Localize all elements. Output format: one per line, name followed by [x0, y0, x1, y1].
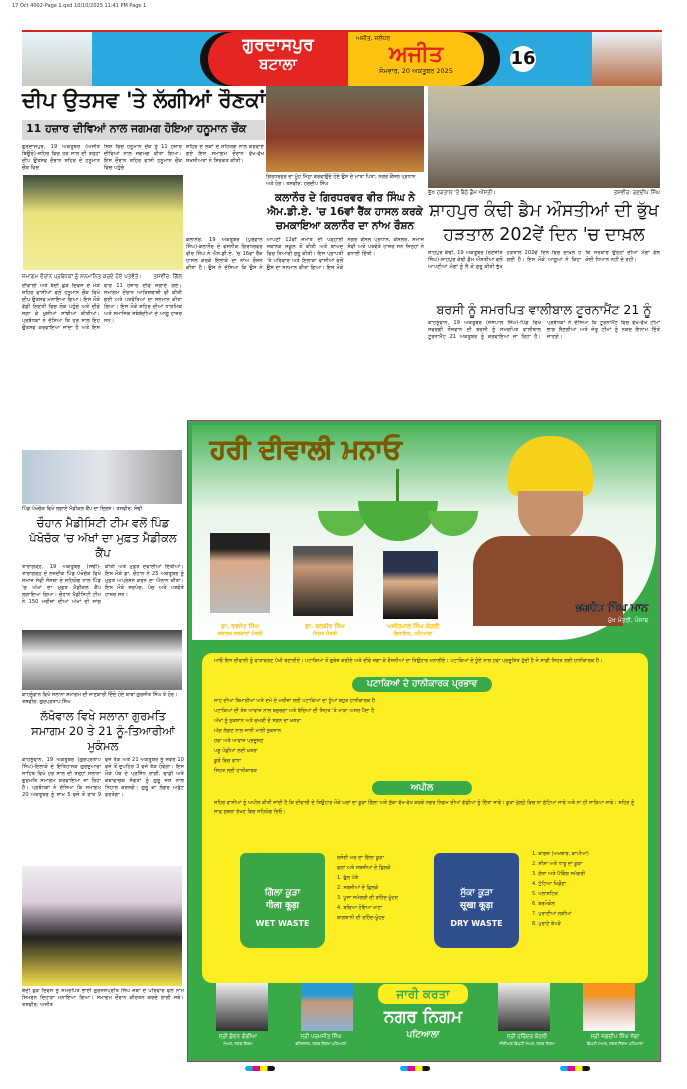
official-3-name: ਸ੍ਰੀ ਹਰਿੰਦਰ ਕੋਹਲੀ: [506, 1034, 548, 1040]
story3-credit: ਤਸਵੀਰ: ਰਣਦੀਪ ਸਿੰਘ: [613, 190, 660, 196]
leader-3-role: ਵਿਧਾਇਕ, ਪਟਿਆਲਾ: [393, 631, 433, 637]
leader-1-role: ਸਥਾਨਕ ਸਰਕਾਰਾਂ ਮੰਤਰੀ: [217, 631, 263, 637]
official-photo-1: [216, 983, 268, 1031]
masthead: [22, 30, 662, 86]
ad-intro: ਆਓ ਇਸ ਦੀਵਾਲੀ ਨੂੰ ਵਾਤਾਵਰਣ ਪੱਖੀ ਬਣਾਈਏ। ਪਟਾਕਿਆਂ ਤੋਂ ਗੁਰੇਜ਼ ਕਰੀਏ ਅਤੇ ਦੀਵੇ ਜਗਾ ਕੇ ਰੌਸ਼ਨੀਆਂ ਦਾ ਤਿਉਹਾਰ ਮਨਾਈਏ। ਪਟਾਕਿਆਂ ਦੇ ਧੂੰਏਂ ਨਾਲ ਹਵਾ ਪ੍ਰਦੂਸ਼ਿਤ ਹੁੰਦੀ ਹੈ ਜੋ ਸਾਡੀ ਸਿਹਤ ਲਈ ਹਾਨੀਕਾਰਕ ਹੈ।: [214, 658, 603, 664]
story1-col3: ਸ਼ਹਿਰ ਦੇ ਲੋਕਾਂ ਦੇ ਸਹਿਯੋਗ ਨਾਲ ਕਰਵਾਏ ਗਏ ਇਸ ਸਮਾਗਮ ਦੌਰਾਨ ਵੱਖ-ਵੱਖ ਸ਼ਖ਼ਸੀਅਤਾਂ ਨੇ ਸ਼ਿਰਕਤ ਕੀਤੀ।: [186, 144, 264, 164]
edition-name: ਗੁਰਦਾਸਪੁਰ: [242, 35, 314, 55]
harm-item: ਕੂੜੇ ਵਿਚ ਵਾਧਾ: [214, 758, 242, 764]
official-photo-2: [301, 983, 353, 1031]
leader-3-name: ਅਜੀਤਪਾਲ ਸਿੰਘ ਕੋਹਲੀ: [386, 623, 440, 630]
story2-photo: [266, 86, 424, 172]
chief-minister-photo: [473, 436, 623, 626]
story3-subhead: ਬਰਸੀ ਨੂੰ ਸਮਰਪਿਤ ਵਾਲੀਬਾਲ ਟੂਰਨਾਮੈਂਟ 21 ਨੂੰ: [436, 302, 652, 317]
registration-color-bar: [560, 1066, 590, 1071]
leader-photo-1: [210, 533, 270, 613]
story3-body2: ਕਾਹਨੂੰਵਾਨ, 19 ਅਕਤੂਬਰ (ਜਸਪਾਲ ਸਿੰਘ)-ਪਿੰਡ ਵਿਖੇ ਸਵਰਗੀ ਨੌਜਵਾਨ ਦੀ ਬਰਸੀ ਨੂੰ ਸਮਰਪਿਤ ਵਾਲੀਬਾਲ ਟੂਰਨਾਮੈਂਟ 21 ਅਕਤੂਬਰ ਨੂੰ ਕਰਵਾਇਆ ਜਾ ਰਿਹਾ ਹੈ। ਪ੍ਰਬੰਧਕਾਂ ਨੇ ਦੱਸਿਆ ਕਿ ਟੂਰਨਾਮੈਂਟ ਵਿਚ ਵੱਖ-ਵੱਖ ਟੀਮਾਂ ਭਾਗ ਲੈਣਗੀਆਂ ਅਤੇ ਜੇਤੂ ਟੀਮਾਂ ਨੂੰ ਨਕਦ ਇਨਾਮ ਦਿੱਤੇ ਜਾਣਗੇ।: [428, 319, 660, 340]
org-name: ਨਗਰ ਨਿਗਮ: [383, 1007, 463, 1027]
official-1-name: ਸ੍ਰੀ ਕੁੰਦਨ ਗੋਗੀਆ: [218, 1034, 258, 1040]
story1-subhead: 11 ਹਜ਼ਾਰ ਦੀਵਿਆਂ ਨਾਲ ਜਗਮਗ ਹੋਇਆ ਹਨੂਮਾਨ ਚੌਂਕ: [22, 120, 265, 140]
print-slug: 17 Oct 4002-Page 1.qxd 10/10/2025 11:41 PM Page 1: [12, 3, 147, 9]
story3-body: ਸ਼ਾਹਪੁਰ ਕੰਢੀ, 19 ਅਕਤੂਬਰ (ਰਣਜੀਤ ਸਿੰਘ)-ਸ਼ਾਹਪੁਰ ਕੰਢੀ ਡੈਮ ਔਸਤੀਆਂ ਵਲੋਂ ਆਪਣੀਆਂ ਮੰਗਾਂ ਨੂੰ ਲੈ ਕੇ ਸ਼ੁਰੂ ਕੀਤੀ ਭੁੱਖ ਹੜਤਾਲ 202ਵੇਂ ਦਿਨ ਵਿਚ ਦਾਖ਼ਲ ਹੋ ਗਈ ਹੈ। ਇਸ ਮੌਕੇ ਆਗੂਆਂ ਨੇ ਕਿਹਾ ਕਿ ਸਰਕਾਰ ਉਨ੍ਹਾਂ ਦੀਆਂ ਮੰਗਾਂ ਵੱਲ ਕੋਈ ਧਿਆਨ ਨਹੀਂ ਦੇ ਰਹੀ।: [428, 250, 660, 270]
story2: [186, 86, 424, 418]
dry-items-list: 1. ਕਾਗਜ਼ (ਅਖਬਾਰ, ਕਾਪੀਆਂ) 2. ਸ਼ੀਸ਼ਾ ਅਤੇ ਧਾਤੂ ਦਾ ਕੂੜਾ 3. ਗੱਤਾ ਅਤੇ ਪੈਕਿੰਗ ਸਮੱਗਰੀ 4. ਟੁੱਟਿਆ ਖਿਡੌਣਾ 5. ਪਲਾਸਟਿਕ 6. ਥਰਮੋਕੋਲ 7. ਪੁਰਾਣੀਆਂ ਲੜੀਆਂ 8. ਪੁਰਾਣੇ ਕੱਪੜੇ: [532, 851, 589, 927]
story1-body: ਦੀਵਾਲੀ ਅਤੇ ਬੰਦੀ ਛੋੜ ਦਿਵਸ ਦੇ ਮੌਕੇ ਸ਼ਹਿਰ ਵਾਸੀਆਂ ਵਲੋਂ ਹਨੂਮਾਨ ਚੌਂਕ ਵਿਖੇ ਦੀਪ ਉਤਸਵ ਮਨਾਇਆ ਗਿਆ। ਇਸ ਮੌਕੇ ਵੱਡੀ ਗਿਣਤੀ ਵਿਚ ਲੋਕ ਪਹੁੰਚੇ ਅਤੇ ਦੀਵੇ ਜਗਾ ਕੇ ਖੁਸ਼ੀਆਂ ਸਾਂਝੀਆਂ ਕੀਤੀਆਂ। ਪ੍ਰਬੰਧਕਾਂ ਨੇ ਦੱਸਿਆ ਕਿ ਹਰ ਸਾਲ ਇਹ ਉਤਸਵ ਕਰਵਾਇਆ ਜਾਂਦਾ ਹੈ ਅਤੇ ਇਸ ਵਾਰ 11 ਹਜ਼ਾਰ ਦੀਵੇ ਜਗਾਏ ਗਏ। ਸਮਾਗਮ ਦੌਰਾਨ ਆਤਿਸ਼ਬਾਜ਼ੀ ਵੀ ਕੀਤੀ ਗਈ ਅਤੇ ਪਤਵੰਤਿਆਂ ਦਾ ਸਨਮਾਨ ਕੀਤਾ ਗਿਆ। ਇਸ ਮੌਕੇ ਸ਼ਹਿਰ ਦੀਆਂ ਧਾਰਮਿਕ ਅਤੇ ਸਮਾਜਿਕ ਜਥੇਬੰਦੀਆਂ ਦੇ ਆਗੂ ਹਾਜ਼ਰ ਸਨ।: [22, 283, 182, 331]
harm-item: ਪਟਾਕਿਆਂ ਦੀ ਤੇਜ਼ ਆਵਾਜ਼ ਨਾਲ ਬਜ਼ੁਰਗਾਂ ਅਤੇ ਬੱਚਿਆਂ ਦੀ ਸਿਹਤ 'ਤੇ ਮਾੜਾ ਅਸਰ ਪੈਂਦਾ ਹੈ: [214, 708, 375, 714]
official-1-role: ਮੇਅਰ, ਨਗਰ ਨਿਗਮ: [223, 1041, 253, 1046]
harm-item: ਅੱਖਾਂ ਨੂੰ ਨੁਕਸਾਨ ਅਤੇ ਚਮੜੀ ਦੇ ਸੜਨ ਦਾ ਖ਼ਤਰਾ: [214, 718, 301, 724]
story4-body: ਤਾਰਾਗੜ੍ਹ, 19 ਅਕਤੂਬਰ (ਸੋਢੀ)-ਤਾਰਾਗੜ੍ਹ ਦੇ ਨਜ਼ਦੀਕ ਪਿੰਡ ਪੱਖੋਚੱਕ ਵਿਖੇ ਸਮਾਜ ਸੇਵੀ ਸੰਸਥਾ ਦੇ ਸਹਿਯੋਗ ਨਾਲ ਪਿੰਡ 'ਚ ਅੱਖਾਂ ਦਾ ਮੁਫ਼ਤ ਮੈਡੀਕਲ ਕੈਂਪ ਲਗਾਇਆ ਗਿਆ। ਚੌਹਾਨ ਮੈਡੀਸਿਟੀ ਟੀਮ ਨੇ 150 ਮਰੀਜ਼ਾਂ ਦੀਆਂ ਅੱਖਾਂ ਦੀ ਜਾਂਚ ਕੀਤੀ ਅਤੇ ਮੁਫ਼ਤ ਦਵਾਈਆਂ ਦਿੱਤੀਆਂ। ਇਸ ਮੌਕੇ ਡਾ. ਚੌਹਾਨ ਨੇ 25 ਅਕਤੂਬਰ ਨੂੰ ਮੁਫ਼ਤ ਅਪ੍ਰੇਸ਼ਨ ਕਰਨ ਦਾ ਐਲਾਨ ਕੀਤਾ। ਇਸ ਮੌਕੇ ਸਰਪੰਚ, ਪੰਚ ਅਤੇ ਪਤਵੰਤੇ ਹਾਜ਼ਰ ਸਨ।: [22, 564, 184, 605]
wet-items-list: ਰਸੋਈ ਘਰ ਦਾ ਗਿੱਲਾ ਕੂੜਾ ਫਲਾਂ ਅਤੇ ਸਬਜ਼ੀਆਂ ਦੇ ਛਿਲਕੇ 1. ਫੁੱਲ ਪੱਤੇ 2. ਸਬਜ਼ੀਆਂ ਦੇ ਛਿਲਕੇ 3. ਪੂਜਾ ਸਮੱਗਰੀ ਦੀ ਰਹਿੰਦ-ਖੂੰਹਦ 4. ਬਚਿਆ ਹੋਇਆ ਖਾਣਾ ਬਾਗਬਾਨੀ ਦੀ ਰਹਿੰਦ-ਖੂੰਹਦ: [337, 855, 399, 921]
official-2-role: ਕਮਿਸ਼ਨਰ, ਨਗਰ ਨਿਗਮ ਪਟਿਆਲਾ: [295, 1041, 347, 1046]
official-3-role: ਸੀਨੀਅਰ ਡਿਪਟੀ ਮੇਅਰ, ਨਗਰ ਨਿਗਮ: [499, 1041, 555, 1046]
harm-item: ਸਾਹ ਦੀਆਂ ਬਿਮਾਰੀਆਂ ਅਤੇ ਦਮੇ ਦੇ ਮਰੀਜ਼ਾਂ ਲਈ ਪਟਾਕਿਆਂ ਦਾ ਧੂੰਆਂ ਬਹੁਤ ਹਾਨੀਕਾਰਕ ਹੈ: [214, 698, 375, 704]
story2-headline: ਕਲਾਨੌਰ ਦੇ ਗਿਰਧਰਵਰ ਵੀਰ ਸਿੰਘ ਨੇ ਐਮ.ਡੀ.ਏ. 'ਚ 16ਵਾਂ ਰੈਂਕ ਹਾਸਲ ਕਰਕੇ ਚਮਕਾਇਆ ਕਲਾਨੌਰ ਦਾ ਨਾਂਅ ਰੌਸ਼ਨ: [267, 192, 423, 232]
wet-waste-bin: ਗਿੱਲਾ ਕੂੜਾ गीला कूड़ा WET WASTE: [240, 853, 325, 948]
story4-caption: ਪਿੰਡ ਪੱਖੋਚੱਕ ਵਿਖੇ ਲਗਾਏ ਮੈਡੀਕਲ ਕੈਂਪ ਦਾ ਦ੍ਰਿਸ਼। ਤਸਵੀਰ: ਸੋਢੀ: [22, 506, 143, 512]
official-4-role: ਡਿਪਟੀ ਮੇਅਰ, ਨਗਰ ਨਿਗਮ ਪਟਿਆਲਾ: [586, 1041, 644, 1046]
plant-diya-icon: [318, 481, 478, 551]
leader-2-role: ਸਿਹਤ ਮੰਤਰੀ: [312, 631, 338, 637]
registration-color-bar: [400, 1066, 430, 1071]
story5-body: ਕਾਹਨੂੰਵਾਨ, 19 ਅਕਤੂਬਰ (ਗੁਰਪ੍ਰਤਾਪ ਸਿੰਘ)-ਇਲਾਕੇ ਦੇ ਇਤਿਹਾਸਕ ਗੁਰਦੁਆਰਾ ਸਾਹਿਬ ਵਿਖੇ ਹਰ ਸਾਲ ਦੀ ਤਰ੍ਹਾਂ ਸਲਾਨਾ ਗੁਰਮਤਿ ਸਮਾਗਮ ਕਰਵਾਇਆ ਜਾ ਰਿਹਾ ਹੈ। ਪ੍ਰਬੰਧਕਾਂ ਨੇ ਦੱਸਿਆ ਕਿ ਸਮਾਗਮ 20 ਅਕਤੂਬਰ ਨੂੰ ਸ਼ਾਮ 5 ਵਜੇ ਤੋਂ ਰਾਤ 9 ਵਜੇ ਤੱਕ ਅਤੇ 21 ਅਕਤੂਬਰ ਨੂੰ ਸਵੇਰੇ 10 ਵਜੇ ਤੋਂ ਦੁਪਹਿਰ 3 ਵਜੇ ਤੱਕ ਹੋਵੇਗਾ। ਇਸ ਮੌਕੇ ਪੰਥ ਦੇ ਪ੍ਰਸਿੱਧ ਰਾਗੀ, ਢਾਡੀ ਅਤੇ ਕਥਾਵਾਚਕ ਸੰਗਤਾਂ ਨੂੰ ਗੁਰੂ ਜਸ ਨਾਲ ਨਿਹਾਲ ਕਰਨਗੇ। ਗੁਰੂ ਕਾ ਲੰਗਰ ਅਤੁੱਟ ਵਰਤੇਗਾ।: [22, 757, 184, 798]
harm-title: ਪਟਾਕਿਆਂ ਦੇ ਹਾਨੀਕਾਰਕ ਪ੍ਰਭਾਵ: [352, 677, 492, 692]
cm-role: ਮੁੱਖ ਮੰਤਰੀ, ਪੰਜਾਬ: [607, 617, 648, 624]
date-line: ਸੋਮਵਾਰ, 20 ਅਕਤੂਬਰ 2025: [379, 67, 453, 75]
page-number: 16: [510, 46, 536, 72]
leader-photo-3: [383, 551, 438, 619]
story3-photo: [428, 86, 660, 188]
official-photo-4: [583, 983, 635, 1031]
story5-photo: [22, 630, 182, 690]
story3-headline: ਸ਼ਾਹਪੁਰ ਕੰਢੀ ਡੈਮ ਔਸਤੀਆਂ ਦੀ ਭੁੱਖ ਹੜਤਾਲ 202ਵੇਂ ਦਿਨ 'ਚ ਦਾਖ਼ਲ: [429, 201, 659, 245]
story5-headline: ਲੱਖੋਵਾਲ ਵਿਖੇ ਸਲਾਨਾ ਗੁਰਮਤਿ ਸਮਾਗਮ 20 ਤੇ 21 ਨੂੰ-ਤਿਆਰੀਆਂ ਮੁਕੰਮਲ: [31, 709, 175, 753]
story1-lower: [22, 272, 182, 446]
story1-col2: ਜਿਸ ਵਿਚ ਹਨੂਮਾਨ ਚੌਂਕ ਨੂੰ 11 ਹਜ਼ਾਰ ਦੀਵਿਆਂ ਨਾਲ ਜਗਮਗ ਕੀਤਾ ਗਿਆ। ਇਸ ਦੌਰਾਨ ਸ਼ਹਿਰ ਵਾਸੀ ਹਨੂਮਾਨ ਚੌਂਕ ਵਿਚ ਪਹੁੰਚੇ: [104, 144, 182, 171]
story5-kirtan-photo: [22, 866, 182, 986]
story3-caption: ਭੁੱਖ ਹੜਤਾਲ 'ਤੇ ਬੈਠੇ ਡੈਮ ਔਸਤੀ।: [428, 190, 496, 196]
org-city: ਪਟਿਆਲਾ: [406, 1030, 440, 1040]
story4-headline: ਚੌਹਾਨ ਮੈਡੀਸਿਟੀ ਟੀਮ ਵਲੋਂ ਪਿੰਡ ਪੱਖੋਚੱਕ 'ਚ ਅੱਖਾਂ ਦਾ ਮੁਫ਼ਤ ਮੈਡੀਕਲ ਕੈਂਪ: [29, 516, 177, 560]
story1-photo: [23, 175, 183, 270]
paper-name: ਅਜੀਤ: [389, 42, 443, 67]
harm-item: ਹਵਾ ਅਤੇ ਆਵਾਜ਼ ਪ੍ਰਦੂਸ਼ਣ: [214, 738, 264, 744]
dry-waste-bin: ਸੁੱਕਾ ਕੂੜਾ सूखा कूड़ा DRY WASTE: [434, 853, 519, 948]
registration-color-bar: [245, 1066, 275, 1071]
ad-title: ਹਰੀ ਦੀਵਾਲੀ ਮਨਾਓ: [210, 435, 402, 465]
edition-name-2: ਬਟਾਲਾ: [259, 55, 297, 73]
story2-body: ਕਲਾਨੌਰ, 19 ਅਕਤੂਬਰ (ਪੁਰੇਵਾਲ ਸਿੰਘ)-ਕਲਾਨੌਰ ਦੇ ਵਸਨੀਕ ਗਿਰਧਰਵਰ ਵੀਰ ਸਿੰਘ ਨੇ ਐਨ.ਡੀ.ਏ. 'ਚ 16ਵਾਂ ਰੈਂਕ ਹਾਸਲ ਕਰਕੇ ਇਲਾਕੇ ਦਾ ਨਾਂਅ ਰੌਸ਼ਨ ਕੀਤਾ ਹੈ। ਉਸ ਨੇ ਦੱਸਿਆ ਕਿ ਉਸ ਨੇ ਆਪਣੀ 12ਵੀਂ ਜਮਾਤ ਦੀ ਪੜ੍ਹਾਈ ਸਥਾਨਕ ਸਕੂਲ ਤੋਂ ਕੀਤੀ ਅਤੇ ਬਾਅਦ ਵਿਚ ਤਿਆਰੀ ਸ਼ੁਰੂ ਕੀਤੀ। ਇਸ ਪ੍ਰਾਪਤੀ 'ਤੇ ਪਰਿਵਾਰ ਅਤੇ ਇਲਾਕਾ ਵਾਸੀਆਂ ਵਲੋਂ ਉਸ ਦਾ ਸਨਮਾਨ ਕੀਤਾ ਗਿਆ। ਇਸ ਮੌਕੇ ਨਗਰ ਕੌਂਸਲ ਪ੍ਰਧਾਨ, ਕੌਂਸਲਰ, ਸਮਾਜ ਸੇਵੀ ਅਤੇ ਪਤਵੰਤੇ ਹਾਜ਼ਰ ਸਨ ਜਿਨ੍ਹਾਂ ਨੇ ਵਧਾਈ ਦਿੱਤੀ।: [186, 237, 424, 271]
harm-item: ਅੱਗ ਲੱਗਣ ਨਾਲ ਜਾਨੀ ਮਾਲੀ ਨੁਕਸਾਨ: [214, 728, 282, 734]
city-line: ਅਜੀਤ, ਜਲੰਧਰ: [356, 35, 391, 42]
green-diwali-advertisement: [187, 420, 661, 1062]
masthead-capsule: [200, 32, 500, 86]
appeal-title: ਅਪੀਲ: [372, 781, 472, 795]
issued-by-label: ਜਾਰੀ ਕਰਤਾ: [378, 984, 468, 1004]
harm-item: ਸਿਹਤ ਲਈ ਹਾਨੀਕਾਰਕ: [214, 768, 257, 774]
harm-list: [214, 696, 638, 776]
story1-credit: ਤਸਵੀਰ: ਗਿੱਲ: [153, 274, 182, 280]
story1-headline: ਦੀਪ ਉਤਸਵ 'ਤੇ ਲੱਗੀਆਂ ਰੌਣਕਾਂ: [22, 88, 266, 112]
cm-name: ਭਗਵੰਤ ਸਿੰਘ ਮਾਨ: [575, 601, 648, 614]
story3: [428, 86, 660, 416]
official-4-name: ਸ੍ਰੀ ਜਗਦੀਪ ਸਿੰਘ ਜੱਗਾ: [590, 1034, 640, 1040]
story1-caption: ਸਮਾਗਮ ਦੌਰਾਨ ਪ੍ਰਬੰਧਕਾਂ ਨੂੰ ਸਨਮਾਨਿਤ ਕਰਦੇ ਹੋਏ ਪਤਵੰਤੇ।: [22, 274, 142, 280]
official-photo-3: [498, 983, 550, 1031]
story2-caption: ਗਿਰਧਰਵਰ ਦਾ ਮੂੰਹ ਮਿੱਠਾ ਕਰਵਾਉਂਦੇ ਹੋਏ ਉਸ ਦੇ ਮਾਤਾ ਪਿਤਾ, ਨਗਰ ਕੌਂਸਲ ਪ੍ਰਧਾਨ ਅਤੇ ਹੋਰ। ਤਸਵੀਰ: ਹਰਦੀਪ ਸਿੰਘ: [266, 174, 416, 187]
leader-2-name: ਡਾ. ਬਲਬੀਰ ਸਿੰਘ: [305, 623, 345, 630]
story5-caption: ਕਾਹਨੂੰਵਾਨ ਵਿਖੇ ਸਲਾਨਾ ਸਮਾਗਮ ਦੀ ਜਾਣਕਾਰੀ ਦਿੰਦੇ ਹੋਏ ਬਾਬਾ ਗੁਰਜੀਤ ਸਿੰਘ ਤੇ ਹੋਰ। ਤਸਵੀਰ: ਗੁਰਪ੍ਰਤਾਪ ਸਿੰਘ: [22, 692, 178, 705]
story1-col1: ਗੁਰਦਾਸਪੁਰ, 19 ਅਕਤੂਬਰ (ਅਜੀਤ ਬਿਊਰੋ)-ਸ਼ਹਿਰ ਵਿਚ ਹਰ ਸਾਲ ਦੀ ਤਰ੍ਹਾਂ ਦੀਪ ਉਤਸਵ ਦੌਰਾਨ ਸ਼ਹਿਰ ਦੇ ਹਨੂਮਾਨ ਚੌਂਕ ਵਿਚ: [22, 144, 100, 171]
gurdwara-image: [22, 32, 92, 86]
heritage-building-image: [592, 32, 662, 86]
left-lower-column: [22, 450, 184, 1062]
story5-caption2: ਬੰਦੀ ਛੋੜ ਦਿਵਸ ਨੂੰ ਸਮਰਪਿਤ ਭਾਈ ਗੁਰਜਸਪ੍ਰੀਤ ਸਿੰਘ ਜਥਾ ਦੇ ਪਰਿਵਾਰ ਵਲੋਂ ਨਾਮ ਸਿਮਰਨ ਦਿਹਾੜਾ ਮਨਾਇਆ ਗਿਆ। ਸਮਾਗਮ ਦੌਰਾਨ ਕੀਰਤਨ ਕਰਦੇ ਰਾਗੀ ਜਥੇ। ਤਸਵੀਰ: ਅਜੀਤ: [22, 988, 184, 1008]
leader-photo-2: [293, 546, 353, 616]
harm-item: ਪਸ਼ੂ ਪੰਛੀਆਂ ਲਈ ਖ਼ਤਰਾ: [214, 748, 258, 754]
leader-1-name: ਡਾ. ਰਵਜੋਤ ਸਿੰਘ: [221, 623, 259, 630]
info-box: [202, 653, 648, 983]
appeal-text: ਸ਼ਹਿਰ ਵਾਸੀਆਂ ਨੂੰ ਅਪੀਲ ਕੀਤੀ ਜਾਂਦੀ ਹੈ ਕਿ ਦੀਵਾਲੀ ਦੇ ਤਿਉਹਾਰ ਮੌਕੇ ਘਰਾਂ ਦਾ ਕੂੜਾ ਗਿੱਲਾ ਅਤੇ ਸੁੱਕਾ ਵੱਖ-ਵੱਖ ਕਰਕੇ ਨਗਰ ਨਿਗਮ ਦੀਆਂ ਗੱਡੀਆਂ ਨੂੰ ਦਿੱਤਾ ਜਾਵੇ। ਕੂੜਾ ਖੁੱਲ੍ਹੇ ਵਿਚ ਨਾ ਸੁੱਟਿਆ ਜਾਵੇ ਅਤੇ ਨਾ ਹੀ ਸਾੜਿਆ ਜਾਵੇ। ਸ਼ਹਿਰ ਨੂੰ ਸਾਫ਼ ਸੁਥਰਾ ਰੱਖਣ ਵਿਚ ਸਹਿਯੋਗ ਦਿਓ।: [214, 800, 635, 815]
official-2-name: ਸ੍ਰੀ ਪਰਮਜੀਤ ਸਿੰਘ: [300, 1034, 342, 1040]
story4-photo: [22, 450, 182, 504]
